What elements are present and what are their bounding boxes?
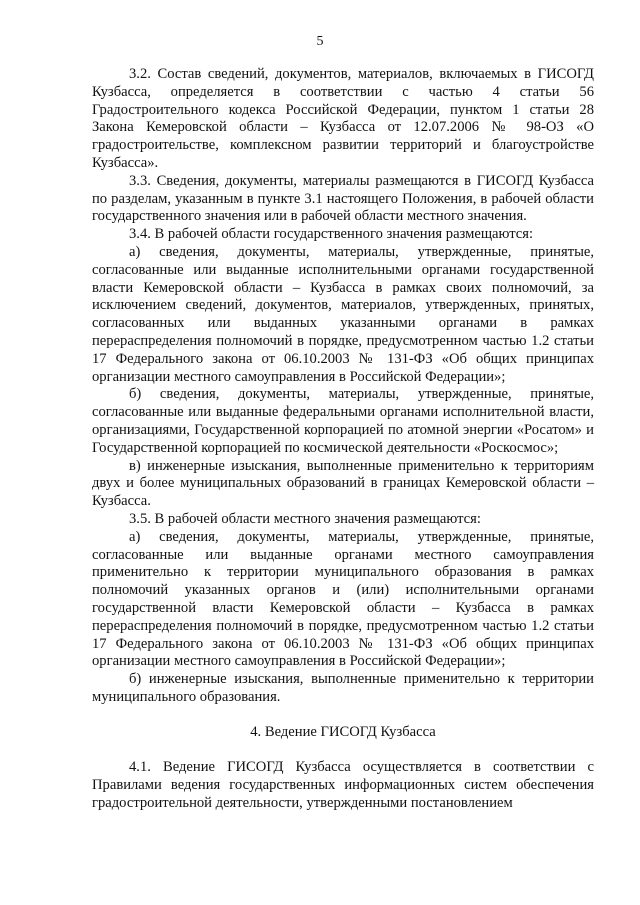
section-heading: 4. Ведение ГИСОГД Кузбасса [250, 723, 436, 740]
paragraph-3-4-b: б) сведения, документы, материалы, утвержденные, принятые, согласованные или выданные федеральными органами исполнительной власти, организациями, Государственной корпорацией по атомной энергии «Росатом» и Государственной корпорацией по космической деятельности «Роскосмос»; [92, 386, 594, 456]
paragraph-3-4-v: в) инженерные изыскания, выполненные применительно к территориям двух и более муниципальных образований в границах Кемеровской области – Кузбасса. [92, 457, 594, 510]
paragraph-3-5: 3.5. В рабочей области местного значения размещаются: [129, 510, 481, 527]
document-body [92, 66, 594, 813]
page-number: 5 [316, 34, 324, 49]
paragraph-3-4: 3.4. В рабочей области государственного значения размещаются: [129, 226, 534, 243]
paragraph-3-5-a: а) сведения, документы, материалы, утвержденные, принятые, согласованные или выданные органами местного самоуправления применительно к территории муниципального образования в рамках полномочий указанных органов и (или) исполнительными органами государственной власти Кемеровской области – Кузбасса в рамках перераспределения полномочий в порядке, предусмотренном частью 1.2 статьи 17 Федерального закона от 06.10.2003 № 131-ФЗ «Об общих принципах организации местного самоуправления в Российской Федерации»; [92, 528, 594, 670]
paragraph-3-2: 3.2. Состав сведений, документов, материалов, включаемых в ГИСОГД Кузбасса, определяется в соответствии с частью 4 статьи 56 Градостроительного кодекса Российской Федерации, пунктом 1 статьи 28 Закона Кемеровской области – Кузбасса от 12.07.2006 № 98-ОЗ «О градостроительстве, комплексном развитии территорий и благоустройстве Кузбасса». [92, 66, 594, 171]
paragraph-3-5-b: б) инженерные изыскания, выполненные применительно к территории муниципального образования. [92, 671, 594, 705]
paragraph-3-4-a: а) сведения, документы, материалы, утвержденные, принятые, согласованные или выданные исполнительными органами государственной власти Кемеровской области – Кузбасса в рамках своих полномочий, за исключением сведений, документов, материалов, утвержденных, принятых, согласованных или выданных указанными органами в рамках перераспределения полномочий в порядке, предусмотренном частью 1.2 статьи 17 Федерального закона от 06.10.2003 № 131-ФЗ «Об общих принципах организации местного самоуправления в Российской Федерации»; [92, 243, 594, 385]
paragraph-3-3: 3.3. Сведения, документы, материалы размещаются в ГИСОГД Кузбасса по разделам, указанным в пункте 3.1 настоящего Положения, в рабочей области государственного значения или в рабочей области местного значения. [92, 172, 594, 225]
paragraph-4-1: 4.1. Ведение ГИСОГД Кузбасса осуществляется в соответствии с Правилами ведения государственных информационных систем обеспечения градостроительной деятельности, утвержденными постановлением [92, 759, 594, 812]
